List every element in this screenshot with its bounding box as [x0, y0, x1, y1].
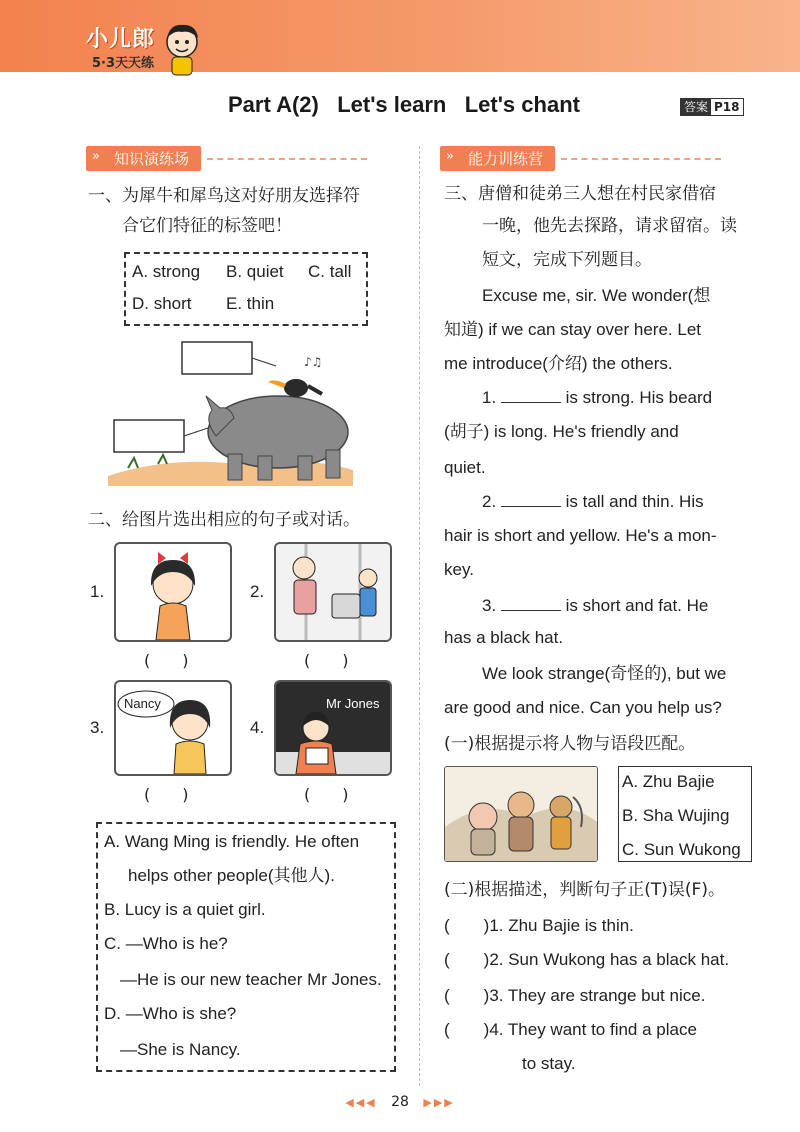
passage-line-3: me introduce(介绍) the others.: [444, 354, 673, 373]
three-disciples-illustration: [445, 767, 597, 861]
blank-2[interactable]: [501, 490, 561, 507]
option-b: B. quiet: [226, 262, 284, 281]
picture-number-1: 1.: [90, 582, 105, 601]
page-title: Part A(2) Let's learn Let's chant: [228, 92, 580, 117]
page-footer: [0, 1094, 800, 1110]
answer-paren-1[interactable]: ( ): [144, 651, 189, 670]
double-arrow-icon: »: [92, 149, 100, 164]
answer-paren-4: ( ): [304, 785, 349, 804]
passage-s1-line2: (胡子) is long. He's friendly and: [444, 422, 679, 441]
answer-label: 答案: [681, 99, 711, 115]
column-divider: [419, 146, 420, 1086]
brand-subtitle: 5·3天天练: [92, 56, 155, 71]
picture-3-nancy: [114, 680, 232, 776]
double-arrow-icon: »: [446, 149, 454, 164]
section-dash-left: [207, 158, 367, 160]
name-c: C. Sun Wukong: [622, 840, 741, 859]
section-dash-right: [561, 158, 721, 160]
hornbill-label-box: [182, 342, 252, 374]
choice-c-reply: —He is our new teacher Mr Jones.: [120, 970, 382, 989]
picture-number-2: 2.: [250, 582, 265, 601]
tf-item-4[interactable]: ( )4. They want to find a place: [444, 1020, 697, 1039]
name-b: B. Sha Wujing: [622, 806, 730, 825]
option-e: E. thin: [226, 294, 275, 313]
right-arrows-icon: ▶▶▶: [423, 1096, 455, 1109]
picture-4-teacher: [274, 680, 392, 776]
picture-1-girl: [114, 542, 232, 642]
rhino-label-box: [114, 420, 184, 452]
passage-s1: 1. is strong. His beard: [482, 388, 713, 407]
passage-line-1: Excuse me, sir. We wonder(想: [482, 286, 711, 305]
choice-d-reply: —She is Nancy.: [120, 1040, 241, 1059]
passage-s3: 3. is short and fat. He: [482, 596, 709, 615]
tf-item-2[interactable]: ( )2. Sun Wukong has a black hat.: [444, 950, 730, 969]
passage-s2-line2: hair is short and yellow. He's a mon-: [444, 526, 717, 545]
tf-item-3[interactable]: ( )3. They are strange but nice.: [444, 986, 706, 1005]
option-c: C. tall: [308, 262, 352, 281]
blackboard-name: Mr Jones: [326, 696, 380, 711]
sub1-title: (一)根据提示将人物与语段匹配。: [444, 734, 696, 754]
passage-end-1: We look strange(奇怪的), but we: [482, 664, 727, 683]
speech-bubble-name: Nancy: [124, 696, 161, 711]
answer-paren-3[interactable]: ( ): [144, 785, 189, 804]
passage-s3-line2: has a black hat.: [444, 628, 564, 647]
choice-a-cont: helps other people(其他人).: [128, 866, 335, 885]
q3-title-line2: 一晚，他先去探路，请求留宿。读: [482, 216, 737, 236]
tf-item-4-cont: to stay.: [522, 1054, 576, 1073]
boy-helping-elderly-illustration: [276, 544, 390, 640]
choice-a: A. Wang Ming is friendly. He often: [104, 832, 360, 851]
choice-d: D. —Who is she?: [104, 1004, 237, 1023]
q3-title-line3: 短文，完成下列题目。: [482, 250, 652, 270]
blank-1[interactable]: [501, 386, 561, 403]
pilgrims-picture: [444, 766, 598, 862]
passage-end-2: are good and nice. Can you help us?: [444, 698, 722, 717]
section-label-right: » 能力训练营: [440, 146, 555, 171]
svg-text:♪♫: ♪♫: [304, 355, 323, 369]
sub2-title: (二)根据描述，判断句子正(T)误(F)。: [444, 880, 725, 900]
tf-item-1[interactable]: ( )1. Zhu Bajie is thin.: [444, 916, 634, 935]
choice-c: C. —Who is he?: [104, 934, 228, 953]
picture-number-3: 3.: [90, 718, 105, 737]
q3-title: 三、唐僧和徒弟三人想在村民家借宿: [444, 184, 716, 204]
q2-title: 二、给图片选出相应的句子或对话。: [88, 510, 360, 530]
brand-logo: 小儿郎: [86, 27, 156, 52]
q1-title: 一、为犀牛和犀鸟这对好朋友选择符: [88, 186, 360, 206]
section-header-left: [86, 146, 367, 171]
option-d: D. short: [132, 294, 192, 313]
passage-s2-line3: key.: [444, 560, 474, 579]
answer-page: P18: [714, 100, 740, 114]
choice-b: B. Lucy is a quiet girl.: [104, 900, 266, 919]
passage-s2: 2. is tall and thin. His: [482, 492, 704, 511]
mascot-boy-illustration: [160, 20, 204, 76]
answer-reference: [680, 98, 744, 116]
option-a: A. strong: [132, 262, 201, 281]
passage-line-2: 知道) if we can stay over here. Let: [444, 320, 701, 339]
section-label-left: » 知识演练场: [86, 146, 201, 171]
picture-number-4: 4.: [250, 718, 265, 737]
section-header-right: [440, 146, 721, 171]
answer-paren-2[interactable]: ( ): [304, 651, 349, 670]
girl-illustration: [116, 544, 230, 640]
blank-3[interactable]: [501, 594, 561, 611]
rhino-and-hornbill-illustration: [108, 336, 358, 494]
name-a: A. Zhu Bajie: [622, 772, 715, 791]
page-number: 28: [391, 1094, 409, 1110]
q1-title-cont: 合它们特征的标签吧！: [122, 216, 292, 236]
left-arrows-icon: ◀◀◀: [345, 1096, 377, 1109]
picture-2-bus-seat: [274, 542, 392, 642]
passage-s1-line3: quiet.: [444, 458, 486, 477]
